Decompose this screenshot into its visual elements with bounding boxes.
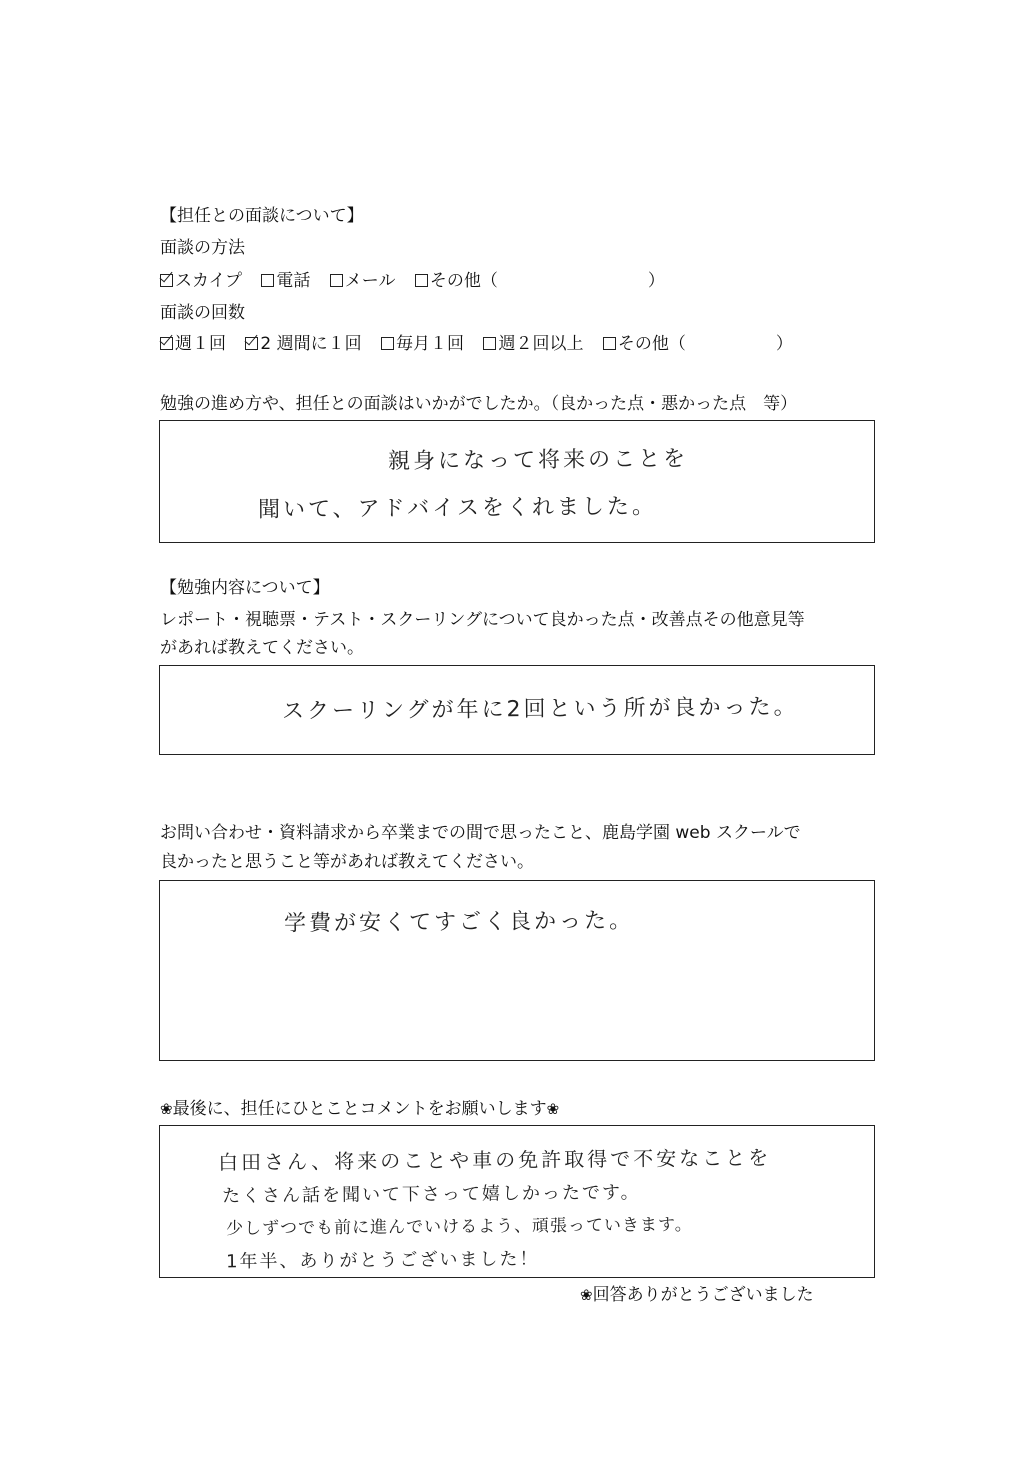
method-option-label: スカイプ bbox=[175, 271, 242, 291]
study-answer: スクーリングが年に2回という所が良かった。 bbox=[281, 694, 799, 725]
method-option-mail[interactable] bbox=[330, 270, 396, 292]
frequency-option-label: 週２回以上 bbox=[498, 334, 584, 354]
checkbox-icon[interactable] bbox=[381, 337, 394, 350]
checkbox-checked-icon[interactable] bbox=[160, 337, 173, 350]
method-option-phone[interactable] bbox=[261, 270, 310, 292]
study-answer-box[interactable] bbox=[159, 665, 875, 755]
study-question-line1: レポート・視聴票・テスト・スクーリングについて良かった点・改善点その他意見等 bbox=[160, 610, 805, 630]
footer-thanks bbox=[580, 1284, 814, 1306]
comment-answer-line1: 白田さん、将来のことや車の免許取得で不安なことを bbox=[217, 1145, 772, 1175]
q1-question: 勉強の進め方や、担任との面談はいかがでしたか。（良かった点・悪かった点 等） bbox=[160, 394, 798, 414]
frequency-options bbox=[160, 333, 807, 355]
frequency-label: 面談の回数 bbox=[160, 303, 245, 323]
checkbox-icon[interactable] bbox=[330, 274, 343, 287]
q1-answer-line2: 聞いて、アドバイスをくれました。 bbox=[257, 494, 658, 523]
checkbox-checked-icon[interactable] bbox=[245, 337, 258, 350]
frequency-option-label: 毎月１回 bbox=[396, 334, 465, 354]
q1-answer-box[interactable] bbox=[159, 420, 875, 543]
frequency-option-monthly[interactable] bbox=[381, 333, 464, 355]
frequency-option-label: その他（ bbox=[617, 334, 686, 354]
study-question-line2: があれば教えてください。 bbox=[160, 638, 364, 658]
checkbox-checked-icon[interactable] bbox=[160, 274, 173, 287]
frequency-option-label: 週１回 bbox=[175, 334, 226, 354]
method-option-label: メール bbox=[344, 271, 396, 291]
checkbox-icon[interactable] bbox=[483, 337, 496, 350]
comment-answer-line4: 1年半、ありがとうございました！ bbox=[225, 1248, 540, 1273]
flower-icon: ❀ bbox=[160, 1100, 173, 1118]
comment-heading-text: 最後に、担任にひとことコメントをお願いします bbox=[172, 1099, 547, 1119]
footer-thanks-text: 回答ありがとうございました bbox=[592, 1285, 814, 1305]
comment-answer-box[interactable] bbox=[159, 1125, 875, 1278]
frequency-option-twice-weekly[interactable] bbox=[483, 333, 583, 355]
frequency-option-weekly[interactable] bbox=[160, 333, 226, 355]
method-other-close: ） bbox=[647, 271, 665, 291]
comment-heading bbox=[160, 1098, 559, 1120]
study-heading: 【勉強内容について】 bbox=[160, 578, 330, 598]
method-option-label: その他（ bbox=[429, 271, 498, 291]
checkbox-icon[interactable] bbox=[603, 337, 616, 350]
frequency-other-close: ） bbox=[775, 334, 793, 354]
frequency-option-other[interactable] bbox=[603, 333, 793, 355]
flower-icon: ❀ bbox=[580, 1286, 593, 1304]
checkbox-icon[interactable] bbox=[415, 274, 428, 287]
method-option-skype[interactable] bbox=[160, 270, 242, 292]
method-options bbox=[160, 270, 679, 292]
q3-question-line2: 良かったと思うこと等があれば教えてください。 bbox=[160, 852, 534, 872]
frequency-option-biweekly[interactable] bbox=[245, 333, 361, 355]
flower-icon: ❀ bbox=[546, 1100, 560, 1118]
q3-question-line1: お問い合わせ・資料請求から卒業までの間で思ったこと、鹿島学園 web スクールで bbox=[160, 823, 801, 843]
interview-heading: 【担任との面談について】 bbox=[160, 206, 364, 226]
q1-answer-line1: 親身になって将来のことを bbox=[387, 446, 689, 475]
comment-answer-line3: 少しずつでも前に進んでいけるよう、頑張っていきます。 bbox=[225, 1214, 693, 1240]
q3-answer-box[interactable] bbox=[159, 880, 875, 1061]
method-label: 面談の方法 bbox=[160, 238, 245, 258]
q3-answer: 学費が安くてすごく良かった。 bbox=[283, 908, 635, 937]
method-option-label: 電話 bbox=[276, 271, 311, 291]
frequency-option-label: 2 週間に１回 bbox=[260, 334, 362, 354]
comment-answer-line2: たくさん話を聞いて下さって嬉しかったです。 bbox=[221, 1182, 641, 1207]
method-option-other[interactable] bbox=[415, 270, 665, 292]
checkbox-icon[interactable] bbox=[261, 274, 274, 287]
